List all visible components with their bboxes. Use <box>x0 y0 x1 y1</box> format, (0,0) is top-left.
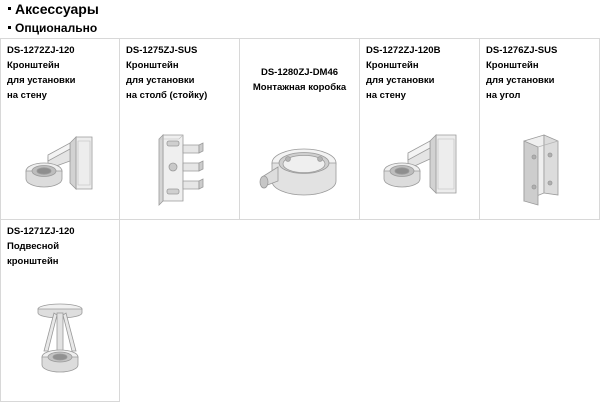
accessory-desc-line: Кронштейн <box>7 60 60 71</box>
accessory-desc-line: для установки <box>486 75 555 86</box>
accessories-row <box>0 38 600 220</box>
accessory-desc-line: на стену <box>7 90 47 101</box>
bullet-icon <box>8 26 11 29</box>
accessory-desc-line: Кронштейн <box>366 60 419 71</box>
accessory-desc-line: кронштейн <box>7 256 59 267</box>
accessory-cell <box>0 220 120 402</box>
accessory-desc-line: для установки <box>366 75 435 86</box>
accessory-model: DS-1272ZJ-120B <box>366 45 441 56</box>
accessory-cell <box>120 38 240 220</box>
section-subtitle <box>8 20 97 36</box>
accessory-desc-line: на стену <box>366 90 406 101</box>
empty-cell <box>120 220 240 402</box>
bullet-icon <box>8 7 11 10</box>
accessories-row <box>0 220 600 402</box>
accessory-cell <box>0 38 120 220</box>
accessory-desc-line: Кронштейн <box>486 60 539 71</box>
accessory-cell <box>480 38 600 220</box>
junction-box-icon <box>240 125 359 211</box>
accessory-desc-line: Монтажная коробка <box>252 82 347 93</box>
accessory-model: DS-1272ZJ-120 <box>7 45 75 56</box>
page-title <box>8 0 99 18</box>
accessory-model: DS-1271ZJ-120 <box>7 226 75 237</box>
accessory-desc-line: для установки <box>126 75 195 86</box>
accessory-desc-line: на угол <box>486 90 521 101</box>
accessory-desc-line: на столб (стойку) <box>126 90 208 101</box>
empty-cell <box>360 220 480 402</box>
accessory-cell <box>360 38 480 220</box>
wall-mount-bracket-icon <box>1 125 119 211</box>
corner-mount-bracket-icon <box>480 125 599 211</box>
pendant-mount-bracket-icon <box>1 307 119 393</box>
accessory-model: DS-1280ZJ-DM46 <box>260 67 339 78</box>
accessory-desc-line: Подвесной <box>7 241 60 252</box>
accessory-desc-line: для установки <box>7 75 76 86</box>
wall-mount-bracket-b-icon <box>360 125 479 211</box>
section-subtitle-label: Опционально <box>15 21 98 35</box>
accessory-cell <box>240 38 360 220</box>
empty-cell <box>240 220 360 402</box>
accessory-model: DS-1275ZJ-SUS <box>126 45 198 56</box>
accessory-model: DS-1276ZJ-SUS <box>486 45 558 56</box>
pole-mount-bracket-icon <box>120 125 239 211</box>
accessory-desc-line: Кронштейн <box>126 60 179 71</box>
page-title-label: Аксессуары <box>15 1 99 17</box>
accessories-grid <box>0 38 600 402</box>
empty-cell <box>480 220 600 402</box>
